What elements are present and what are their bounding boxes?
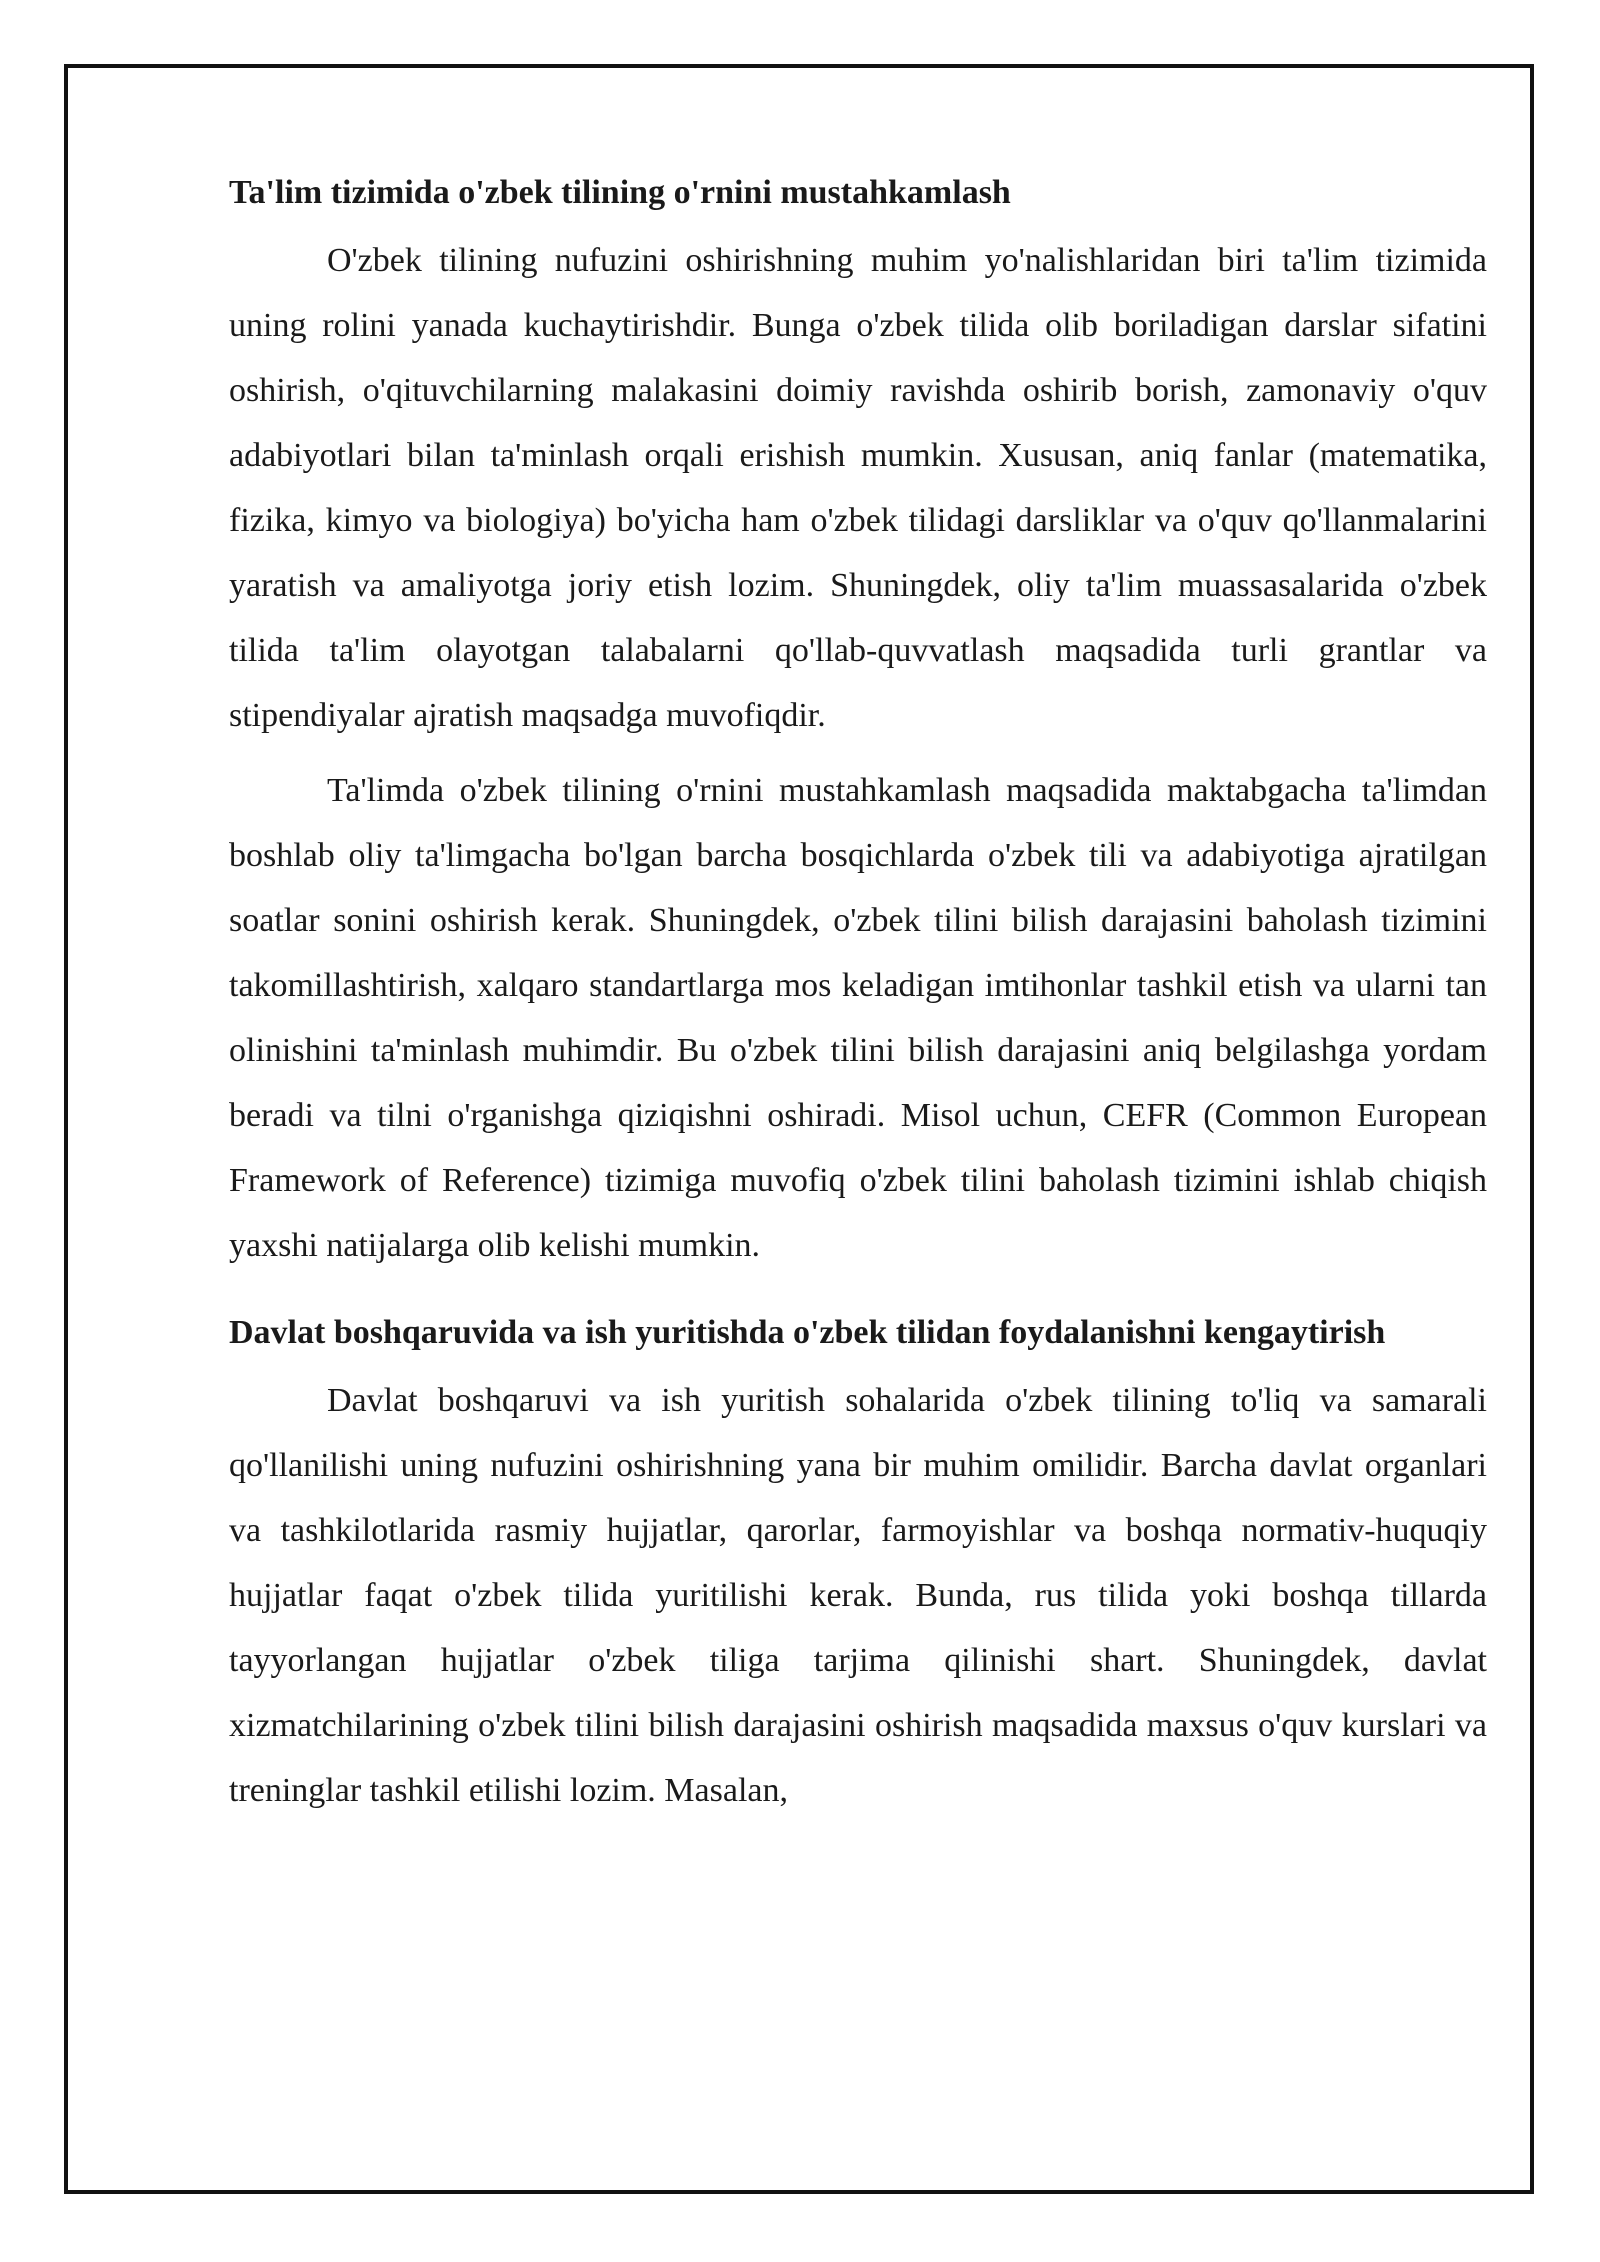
section-heading: Davlat boshqaruvida va ish yuritishda o'zbek tilidan foydalanishni kengaytirish — [229, 1314, 1386, 1351]
paragraph: Ta'limda o'zbek tilining o'rnini mustahkamlash maqsadida maktabgacha ta'limdan boshlab oliy ta'limgacha bo'lgan barcha bosqichlarda o'zbek tili va adabiyotiga ajratilgan soatlar sonini oshirish kerak. Shuningdek, o'zbek tilini bilish darajasini baholash tizimini takomillashtirish, xalqaro standartlarga mos keladigan imtihonlar tashkil etish va ularni tan olinishini ta'minlash muhimdir. Bu o'zbek tilini bilish darajasini aniq belgilashga yordam beradi va tilni o'rganishga qiziqishni oshiradi. Misol uchun, CEFR (Common European Framework of Reference) tizimiga muvofiq o'zbek tilini baholash tizimini ishlab chiqish yaxshi natijalarga olib kelishi mumkin. — [229, 772, 1487, 1264]
paragraph: O'zbek tilining nufuzini oshirishning muhim yo'nalishlaridan biri ta'lim tizimida uning rolini yanada kuchaytirishdir. Bunga o'zbek tilida olib boriladigan darslar sifatini oshirish, o'qituvchilarning malakasini doimiy ravishda oshirib borish, zamonaviy o'quv adabiyotlari bilan ta'minlash orqali erishish mumkin. Xususan, aniq fanlar (matematika, fizika, kimyo va biologiya) bo'yicha ham o'zbek tilidagi darsliklar va o'quv qo'llanmalarini yaratish va amaliyotga joriy etish lozim. Shuningdek, oliy ta'lim muassasalarida o'zbek tilida ta'lim olayotgan talabalarni qo'llab-quvvatlash maqsadida turli grantlar va stipendiyalar ajratish maqsadga muvofiqdir. — [229, 242, 1487, 734]
paragraph: Davlat boshqaruvi va ish yuritish sohalarida o'zbek tilining to'liq va samarali qo'llanilishi uning nufuzini oshirishning yana bir muhim omilidir. Barcha davlat organlari va tashkilotlarida rasmiy hujjatlar, qarorlar, farmoyishlar va boshqa normativ-huquqiy hujjatlar faqat o'zbek tilida yuritilishi kerak. Bunda, rus tilida yoki boshqa tillarda tayyorlangan hujjatlar o'zbek tiliga tarjima qilinishi shart. Shuningdek, davlat xizmatchilarining o'zbek tilini bilish darajasini oshirish maqsadida maxsus o'quv kurslari va treninglar tashkil etilishi lozim. Masalan, — [229, 1382, 1487, 1809]
section-heading: Ta'lim tizimida o'zbek tilining o'rnini mustahkamlash — [229, 174, 1011, 211]
document-body — [229, 168, 1487, 1833]
